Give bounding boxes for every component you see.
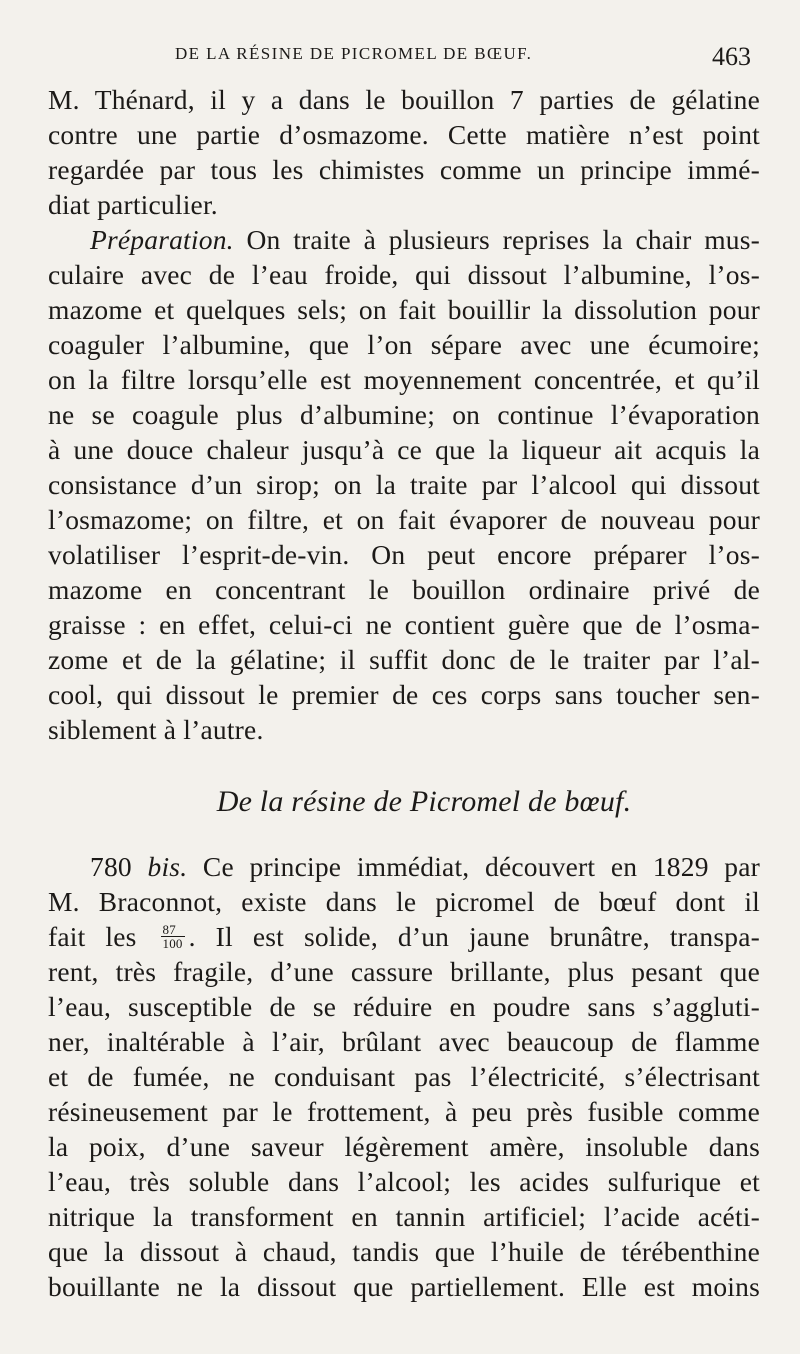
fraction-numerator: 87 bbox=[161, 923, 185, 937]
text-line: l’osmazome; on filtre, et on fait évaporer de nouveau pour bbox=[48, 504, 760, 535]
paragraph-resine bbox=[48, 849, 760, 1304]
section-heading: De la résine de Picromel de bœuf. bbox=[216, 785, 632, 818]
fraction-denominator: 100 bbox=[162, 936, 183, 952]
text-line: résineusement par le frottement, à peu près fusible comme bbox=[48, 1096, 760, 1127]
text-line: et de fumée, ne conduisant pas l’électricité, s’électrisant bbox=[48, 1061, 760, 1092]
text-line: l’eau, susceptible de se réduire en poudre sans s’aggluti- bbox=[48, 991, 760, 1022]
preparation-label: Préparation. bbox=[90, 224, 234, 255]
text-line: on la filtre lorsqu’elle est moyennement concentrée, et qu’il bbox=[48, 364, 760, 395]
text-line: contre une partie d’osmazome. Cette matière n’est point bbox=[48, 119, 760, 150]
text-line: ner, inaltérable à l’air, brûlant avec beaucoup de flamme bbox=[48, 1026, 760, 1057]
text-line: coaguler l’albumine, que l’on sépare avec une écumoire; bbox=[48, 329, 760, 360]
text-line: cool, qui dissout le premier de ces corps sans toucher sen- bbox=[48, 679, 760, 710]
text-line: ne se coagule plus d’albumine; on continue l’évaporation bbox=[48, 399, 760, 430]
text-line: zome et de la gélatine; il suffit donc de le traiter par l’al- bbox=[48, 644, 760, 675]
text-fragment: Ce principe immédiat, découvert en 1829 par bbox=[187, 851, 760, 882]
text-line bbox=[48, 919, 760, 954]
text-line: mazome et quelques sels; on fait bouillir la dissolution pour bbox=[48, 294, 760, 325]
text-line: M. Thénard, il y a dans le bouillon 7 parties de gélatine bbox=[48, 84, 760, 115]
text-fragment: On traite à plusieurs reprises la chair mus- bbox=[233, 224, 760, 255]
text-line: la poix, d’une saveur légèrement amère, insoluble dans bbox=[48, 1131, 760, 1162]
text-fragment: fait les bbox=[48, 921, 137, 952]
text-line: bouillante ne la dissout que partiellement. Elle est moins bbox=[48, 1271, 760, 1302]
article-number: 780 bbox=[90, 851, 132, 882]
text-line: mazome en concentrant le bouillon ordinaire privé de bbox=[48, 574, 760, 605]
text-line: diat particulier. bbox=[48, 189, 218, 220]
fraction bbox=[161, 923, 185, 950]
text-line: nitrique la transforment en tannin artificiel; l’acide acéti- bbox=[48, 1201, 760, 1232]
paragraph-preparation bbox=[48, 222, 760, 747]
paragraph-continuation bbox=[48, 82, 760, 222]
text-line: rent, très fragile, d’une cassure brillante, plus pesant que bbox=[48, 956, 760, 987]
running-title: DE LA RÉSINE DE PICROMEL DE BŒUF. bbox=[175, 44, 533, 63]
text-line: à une douce chaleur jusqu’à ce que la liqueur ait acquis la bbox=[48, 434, 760, 465]
article-bis: bis. bbox=[147, 851, 188, 882]
text-line: graisse : en effet, celui-ci ne contient guère que de l’osma- bbox=[48, 609, 760, 640]
body-text bbox=[48, 82, 760, 1304]
text-line: regardée par tous les chimistes comme un principe immé- bbox=[48, 154, 760, 185]
text-line: que la dissout à chaud, tandis que l’huile de térébenthine bbox=[48, 1236, 760, 1267]
page-number: 463 bbox=[712, 42, 751, 71]
text-fragment: . Il est solide, d’un jaune brunâtre, transpa- bbox=[188, 921, 760, 952]
text-line: M. Braconnot, existe dans le picromel de bœuf dont il bbox=[48, 886, 760, 917]
text-line: consistance d’un sirop; on la traite par l’alcool qui dissout bbox=[48, 469, 760, 500]
text-line: siblement à l’autre. bbox=[48, 714, 264, 745]
text-line bbox=[48, 222, 760, 257]
text-line bbox=[48, 849, 760, 884]
text-line: volatiliser l’esprit-de-vin. On peut encore préparer l’os- bbox=[48, 539, 760, 570]
text-line: culaire avec de l’eau froide, qui dissout l’albumine, l’os- bbox=[48, 259, 760, 290]
text-line: l’eau, très soluble dans l’alcool; les acides sulfurique et bbox=[48, 1166, 760, 1197]
running-head bbox=[0, 38, 800, 78]
